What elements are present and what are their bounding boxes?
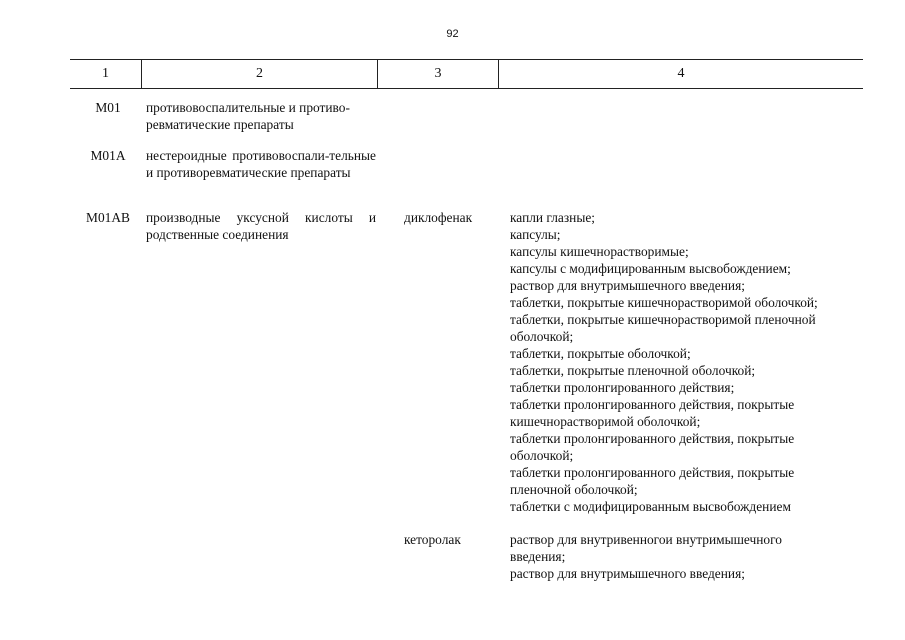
dosage-form: таблетки пролонгированного действия, покрытые пленочной оболочкой; xyxy=(510,465,795,497)
atc-description: нестероидные противовоспали-тельные и противоревматические препараты xyxy=(146,148,376,180)
dosage-form: раствор для внутримышечного введения; xyxy=(510,566,745,581)
dosage-form: таблетки пролонгированного действия, покрытые оболочкой; xyxy=(510,431,795,463)
atc-code: M01AB xyxy=(86,210,130,225)
dosage-form: капсулы с модифицированным высвобождением; xyxy=(510,261,791,276)
header-col-1: 1 xyxy=(102,66,109,81)
header-col-3: 3 xyxy=(434,66,442,81)
drug-name: кеторолак xyxy=(404,532,461,547)
page-number: 92 xyxy=(446,28,459,40)
atc-code: M01 xyxy=(95,100,121,115)
dosage-form: таблетки с модифицированным высвобождением xyxy=(510,499,791,514)
dosage-form: раствор для внутримышечного введения; xyxy=(510,278,745,293)
dosage-form: таблетки, покрытые кишечнорастворимой оболочкой; xyxy=(510,295,818,310)
dosage-form: таблетки, покрытые кишечнорастворимой пленочной оболочкой; xyxy=(510,312,816,344)
dosage-form: капсулы кишечнорастворимые; xyxy=(510,244,689,259)
header-col-4: 4 xyxy=(677,66,685,81)
dosage-forms-list xyxy=(510,209,880,515)
dosage-form: таблетки пролонгированного действия, покрытые кишечнорастворимой оболочкой; xyxy=(510,397,795,429)
dosage-form: таблетки, покрытые оболочкой; xyxy=(510,346,691,361)
dosage-forms-list xyxy=(510,531,880,582)
dosage-form: раствор для внутривенногои внутримышечного введения; xyxy=(510,532,782,564)
header-col-2: 2 xyxy=(256,66,263,81)
table-top-border xyxy=(70,59,863,60)
atc-code: M01A xyxy=(90,148,126,163)
atc-description: противовоспалительные и противо-ревматические препараты xyxy=(146,100,350,132)
dosage-form: таблетки пролонгированного действия; xyxy=(510,380,735,395)
dosage-form: капсулы; xyxy=(510,227,561,242)
drug-name: диклофенак xyxy=(404,210,473,225)
atc-description: производные уксусной кислоты и родственные соединения xyxy=(146,210,376,242)
table-header-bottom-border xyxy=(70,88,863,89)
dosage-form: капли глазные; xyxy=(510,210,595,225)
dosage-form: таблетки, покрытые пленочной оболочкой; xyxy=(510,363,756,378)
